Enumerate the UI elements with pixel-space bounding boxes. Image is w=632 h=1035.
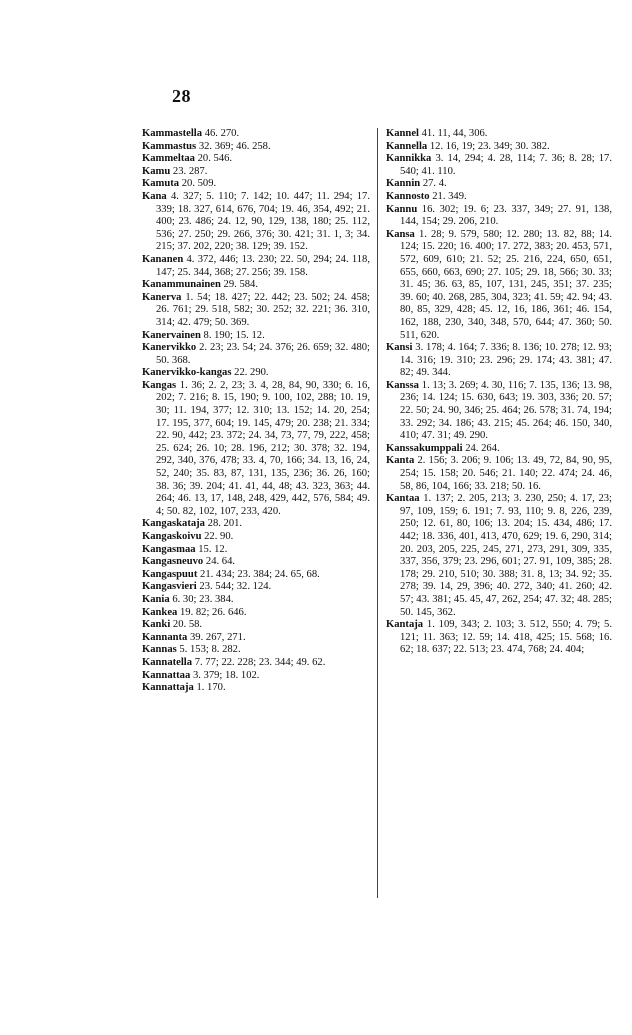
entry-headword: Kanervikko-kangas (142, 367, 232, 379)
index-entry (386, 141, 612, 154)
index-entry (386, 128, 612, 141)
entry-references: 6. 30; 23. 384. (172, 593, 234, 605)
index-entry (386, 619, 612, 657)
entry-references: 2. 156; 3. 206; 9. 106; 13. 49, 72, 84, 90, 95, 254; 15. 158; 20. 546; 21. 140; 22. 474; 24. 46, 58, 86, 104, 166; 33. 218; 50. 16. (400, 455, 612, 492)
index-entry (142, 153, 370, 166)
index-entry (142, 254, 370, 279)
entry-references: 16. 302; 19. 6; 23. 337, 349; 27. 91, 138, 144, 154; 29. 206, 210. (400, 203, 612, 228)
entry-headword: Kannas (142, 644, 177, 656)
entry-references: 24. 64. (205, 556, 236, 568)
entry-references: 1. 109, 343; 2. 103; 3. 512, 550; 4. 79; 5. 121; 11. 363; 12. 59; 14. 418, 425; 15. 568; 16. 62; 18. 637; 22. 513; 23. 474, 768; 24. 404; (400, 619, 612, 656)
entry-headword: Kangaskoivu (142, 531, 202, 542)
page-number: 28 (172, 86, 191, 106)
index-entry (142, 556, 370, 569)
entry-headword: Kanki (142, 619, 171, 631)
entry-headword: Kannosto (386, 190, 430, 202)
entry-headword: Kantaja (386, 619, 424, 631)
entry-references: 22. 290. (234, 367, 269, 379)
entry-headword: Kammeltaa (142, 153, 195, 165)
entry-references: 3. 178; 4. 164; 7. 336; 8. 136; 10. 278; 12. 93; 14. 316; 19. 310; 23. 296; 29. 174; 43. 381; 47. 82; 49. 344. (400, 342, 612, 379)
entry-references: 19. 82; 26. 646. (179, 606, 247, 618)
entry-references: 27. 4. (422, 178, 447, 190)
index-entry (142, 670, 370, 683)
entry-headword: Kanssakumppali (386, 442, 463, 454)
entry-references: 5. 153; 8. 282. (179, 644, 241, 656)
entry-references: 21. 434; 23. 384; 24. 65, 68. (200, 568, 320, 580)
entry-headword: Kana (142, 190, 167, 202)
entry-references: 1. 170. (196, 682, 226, 694)
index-entry (386, 380, 612, 443)
index-entry (142, 380, 370, 519)
entry-headword: Kannin (386, 178, 421, 190)
entry-headword: Kangasneuvo (142, 556, 204, 568)
entry-headword: Kannattaja (142, 682, 194, 694)
entry-headword: Kannel (386, 128, 419, 139)
index-entry (386, 204, 612, 229)
entry-references: 15. 12. (198, 543, 228, 555)
entry-references: 12. 16, 19; 23. 349; 30. 382. (429, 140, 550, 152)
entry-headword: Kangas (142, 379, 177, 391)
entry-headword: Kammastus (142, 140, 197, 152)
entry-references: 23. 287. (172, 165, 208, 177)
index-entry (142, 178, 370, 191)
entry-references: 4. 372, 446; 13. 230; 22. 50, 294; 24. 118, 147; 25. 344, 368; 27. 256; 39. 158. (156, 253, 371, 278)
entry-headword: Kangaspuut (142, 568, 198, 580)
index-entry (386, 493, 612, 619)
entry-headword: Kanammunainen (142, 279, 221, 291)
entry-headword: Kankea (142, 606, 178, 618)
entry-headword: Kananen (142, 253, 184, 265)
index-entry (142, 279, 370, 292)
index-entry (142, 531, 370, 544)
index-entry (142, 166, 370, 179)
index-entry (386, 229, 612, 342)
index-entry (142, 342, 370, 367)
entry-headword: Kansa (386, 228, 415, 240)
index-entry (142, 594, 370, 607)
entry-headword: Kanervainen (142, 329, 201, 341)
index-entry (386, 191, 612, 204)
entry-headword: Kania (142, 593, 170, 605)
entry-references: 2. 23; 23. 54; 24. 376; 26. 659; 32. 480; 50. 368. (156, 342, 370, 366)
entry-headword: Kamuta (142, 178, 180, 190)
index-entry (386, 455, 612, 493)
index-entry (142, 141, 370, 154)
entry-references: 7. 77; 22. 228; 23. 344; 49. 62. (194, 656, 326, 668)
entry-headword: Kannella (386, 140, 428, 152)
entry-headword: Kannanta (142, 631, 188, 643)
entry-headword: Kansi (386, 342, 413, 354)
index-entry (386, 342, 612, 380)
entry-headword: Kannattaa (142, 669, 191, 681)
entry-references: 1. 36; 2. 2, 23; 3. 4, 28, 84, 90, 330; 6. 16, 202; 7. 216; 8. 15, 190; 9. 100, 102, 288; 10. 19, 30; 11. 194, 377; 12. 310; 13. 152; 14. 20, 254; 17. 195, 377, 604; 19. 145, 479; 20. 238; 21. 334; 22. 90, 442; 23. 372; 24. 34, 73, 77, 79, 222, 458; 25. 624; 26. 10; 28. 196, 212; 30. 378; 32. 194, 292, 340, 376, 478; 33. 4, 70, 166; 34. 13, 16, 24, 52, 240; 35. 83, 87, 131, 135, 236; 36. 26, 160; 38. 36; 39. 204; 41. 41, 44, 48; 43. 323, 363; 44. 264; 46. 13, 17, 148, 248, 429, 442, 576, 584; 49. 4; 50. 82, 102, 107, 233, 420. (156, 379, 370, 517)
entry-headword: Kantaa (386, 493, 420, 505)
entry-references: 3. 379; 18. 102. (192, 669, 260, 681)
index-entry (142, 128, 370, 141)
entry-references: 3. 14, 294; 4. 28, 114; 7. 36; 8. 28; 17. 540; 41. 110. (400, 153, 612, 177)
entry-references: 1. 13; 3. 269; 4. 30, 116; 7. 135, 136; 13. 98, 236; 14. 124; 15. 630, 643; 19. 303, 336; 20. 57; 22. 50; 24. 90, 346; 25. 464; 26. 578; 31. 74, 194; 33. 292; 34. 186; 43. 215; 45. 264; 46. 150, 340, 410; 47. 31; 49. 290. (400, 379, 612, 442)
right-column (386, 128, 612, 657)
column-divider (377, 128, 378, 898)
entry-headword: Kangaskataja (142, 518, 205, 530)
index-entry (386, 443, 612, 456)
entry-references: 1. 54; 18. 427; 22. 442; 23. 502; 24. 458; 26. 761; 29. 518, 582; 30. 252; 32. 221; 36. 310, 314; 42. 479; 50. 369. (156, 291, 371, 328)
index-entry (142, 292, 370, 330)
index-entry (142, 657, 370, 670)
index-entry (142, 619, 370, 632)
entry-references: 1. 137; 2. 205, 213; 3. 230, 250; 4. 17, 23; 97, 109, 159; 6. 191; 7. 93, 110; 9. 8, 226, 239, 250; 12. 61, 80, 106; 13. 204; 15. 434, 486; 17. 442; 18. 336, 401, 413, 470, 629; 19. 6, 290, 314; 20. 203, 205, 225, 245, 271, 273, 291, 309, 335, 337, 356, 379; 23. 296, 601; 27. 91, 109, 385; 28. 178; 29. 210, 510; 30. 388; 31. 8, 13; 34. 92; 35. 278; 39. 14, 29, 396; 40. 272, 340; 41. 260; 42. 57; 43. 381; 45. 45, 47, 262, 254; 47. 32; 48. 285; 50. 145, 362. (400, 493, 613, 618)
entry-references: 20. 58. (172, 619, 203, 631)
index-entry (142, 330, 370, 343)
entry-headword: Kangasmaa (142, 543, 196, 555)
entry-headword: Kanssa (386, 379, 419, 391)
index-entry (142, 518, 370, 531)
index-entry (386, 153, 612, 178)
entry-headword: Kannikka (386, 153, 432, 165)
index-entry (142, 581, 370, 594)
entry-headword: Kanervikko (142, 342, 197, 354)
entry-references: 20. 509. (181, 178, 217, 190)
entry-references: 41. 11, 44, 306. (421, 128, 488, 139)
entry-headword: Kanerva (142, 291, 182, 303)
entry-references: 21. 349. (432, 190, 467, 202)
entry-headword: Kangasvieri (142, 581, 197, 593)
entry-references: 46. 270. (204, 128, 240, 139)
entry-references: 8. 190; 15. 12. (203, 329, 265, 341)
entry-references: 29. 584. (223, 279, 258, 291)
entry-references: 28. 201. (207, 518, 243, 530)
index-entry (142, 644, 370, 657)
entry-references: 32. 369; 46. 258. (198, 140, 271, 152)
entry-headword: Kammastella (142, 128, 203, 139)
index-entry (142, 682, 370, 695)
index-entry (142, 569, 370, 582)
index-entry (142, 607, 370, 620)
entry-references: 1. 28; 9. 579, 580; 12. 280; 13. 82, 88; 14. 124; 15. 220; 16. 400; 17. 272, 383; 20. 453, 571, 572, 609, 610; 21. 52; 25. 216, 224, 650, 651, 655, 660, 663, 690; 27. 105; 29. 18, 566; 30. 33; 31. 45; 36. 63, 85, 107, 131, 245, 351; 37. 235; 39. 60; 40. 268, 285, 304, 323; 41. 59; 42. 94; 43. 80, 85, 329, 428; 45. 12, 16, 186, 361; 46. 154, 162, 188, 230, 340, 348, 570, 644; 47. 360; 50. 511, 620. (400, 228, 612, 341)
index-entry (386, 178, 612, 191)
entry-references: 39. 267, 271. (190, 631, 246, 643)
entry-headword: Kannu (386, 203, 418, 215)
entry-headword: Kannatella (142, 656, 193, 668)
entry-headword: Kanta (386, 455, 415, 467)
entry-references: 23. 544; 32. 124. (199, 581, 272, 593)
entry-references: 24. 264. (465, 442, 500, 454)
entry-headword: Kamu (142, 165, 171, 177)
entry-references: 22. 90. (204, 531, 234, 542)
index-entry (142, 367, 370, 380)
left-column (142, 128, 370, 695)
index-entry (142, 632, 370, 645)
index-entry (142, 191, 370, 254)
index-entry (142, 544, 370, 557)
entry-references: 20. 546. (197, 153, 233, 165)
entry-references: 4. 327; 5. 110; 7. 142; 10. 447; 11. 294; 17. 339; 18. 327, 614, 676, 704; 19. 46, 354, 492; 21. 400; 23. 486; 24. 12, 90, 129, 138, 180; 25. 112, 536; 27. 250; 29. 266, 376; 30. 421; 31. 1, 3; 34. 215; 37. 202, 220; 38. 129; 39. 152. (156, 190, 370, 253)
